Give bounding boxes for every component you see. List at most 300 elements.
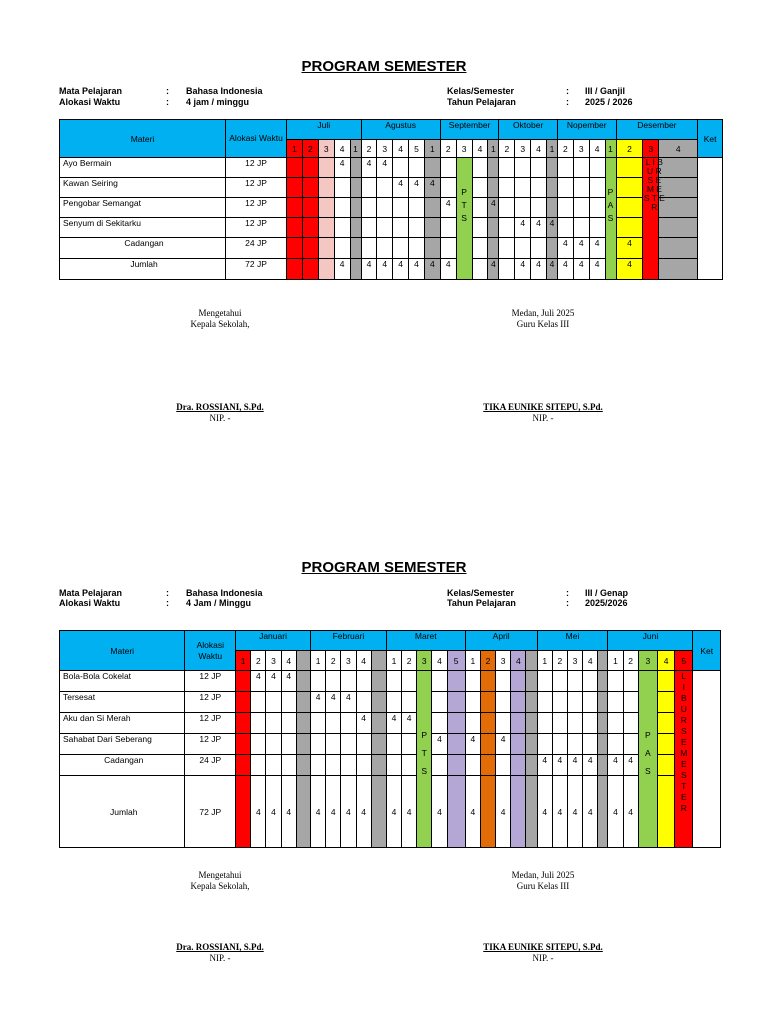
week-cell bbox=[531, 198, 547, 218]
week-cell bbox=[608, 692, 623, 713]
week-cell bbox=[377, 238, 393, 259]
header-month: Juni bbox=[608, 631, 693, 651]
week-cell bbox=[281, 713, 296, 734]
week-cell bbox=[393, 198, 409, 218]
week-cell: 4 bbox=[409, 259, 425, 280]
week-cell bbox=[465, 713, 480, 734]
week-cell bbox=[310, 734, 325, 755]
week-cell: 4 bbox=[567, 755, 582, 776]
week-cell bbox=[424, 238, 440, 259]
week-cell bbox=[511, 692, 526, 713]
week-cell bbox=[302, 259, 318, 280]
week-cell bbox=[302, 218, 318, 238]
week-cell: 4 bbox=[496, 734, 511, 755]
week-cell bbox=[496, 755, 511, 776]
row-materi: Jumlah bbox=[60, 259, 226, 280]
week-cell bbox=[236, 713, 251, 734]
week-cell bbox=[440, 238, 456, 259]
week-cell bbox=[515, 178, 531, 198]
week-cell bbox=[341, 755, 356, 776]
week-cell: 4 bbox=[341, 776, 356, 848]
week-cell: 4 bbox=[465, 734, 480, 755]
week-cell bbox=[350, 178, 361, 198]
header-materi: Materi bbox=[60, 120, 226, 158]
week-cell bbox=[583, 671, 598, 692]
week-cell: 4 bbox=[608, 776, 623, 848]
header-week: 3 bbox=[341, 651, 356, 671]
week-cell bbox=[371, 692, 386, 713]
week-cell bbox=[623, 713, 638, 734]
signature-left-line1: Mengetahui bbox=[198, 870, 242, 880]
header-week: 4 bbox=[531, 140, 547, 158]
header-alokasi: Alokasi Waktu bbox=[185, 631, 236, 671]
week-cell bbox=[480, 776, 495, 848]
week-cell bbox=[583, 713, 598, 734]
page-title: PROGRAM SEMESTER bbox=[301, 58, 467, 75]
week-cell bbox=[296, 734, 310, 755]
week-cell bbox=[488, 218, 499, 238]
week-cell bbox=[281, 755, 296, 776]
week-cell bbox=[480, 671, 495, 692]
week-cell bbox=[318, 259, 334, 280]
week-cell bbox=[659, 259, 698, 280]
week-cell bbox=[386, 734, 401, 755]
week-cell bbox=[488, 238, 499, 259]
colon: : bbox=[566, 598, 569, 608]
week-cell: 4 bbox=[409, 178, 425, 198]
header-week bbox=[296, 651, 310, 671]
week-cell bbox=[386, 671, 401, 692]
week-cell: 4 bbox=[608, 755, 623, 776]
week-cell bbox=[251, 755, 266, 776]
week-cell bbox=[583, 734, 598, 755]
header-week: 2 bbox=[480, 651, 495, 671]
week-cell bbox=[326, 671, 341, 692]
week-cell bbox=[488, 158, 499, 178]
week-cell: 4 bbox=[488, 198, 499, 218]
signature-right-name: TIKA EUNIKE SITEPU, S.Pd. bbox=[483, 402, 603, 412]
header-month: Januari bbox=[236, 631, 311, 651]
week-cell bbox=[496, 692, 511, 713]
week-cell bbox=[377, 198, 393, 218]
week-cell: 4 bbox=[432, 734, 447, 755]
header-month: Mei bbox=[537, 631, 608, 651]
week-cell: 4 bbox=[377, 259, 393, 280]
week-cell bbox=[318, 238, 334, 259]
week-cell bbox=[657, 776, 674, 848]
week-cell bbox=[326, 755, 341, 776]
header-ket: Ket bbox=[693, 631, 721, 671]
week-cell bbox=[334, 198, 350, 218]
week-cell: 4 bbox=[589, 238, 605, 259]
header-week: 3 bbox=[496, 651, 511, 671]
row-alokasi: 12 JP bbox=[185, 671, 236, 692]
signature-right-name-block bbox=[463, 942, 623, 964]
week-cell bbox=[326, 734, 341, 755]
week-cell bbox=[350, 198, 361, 218]
week-cell: 4 bbox=[465, 776, 480, 848]
week-cell bbox=[409, 158, 425, 178]
week-cell bbox=[318, 218, 334, 238]
week-cell bbox=[302, 198, 318, 218]
week-cell bbox=[465, 692, 480, 713]
week-cell bbox=[334, 238, 350, 259]
header-week bbox=[526, 651, 537, 671]
week-cell bbox=[236, 755, 251, 776]
header-week: 4 bbox=[472, 140, 488, 158]
week-cell bbox=[386, 692, 401, 713]
week-cell bbox=[310, 755, 325, 776]
header-week: 1 bbox=[537, 651, 552, 671]
week-cell bbox=[251, 692, 266, 713]
week-cell bbox=[557, 158, 573, 178]
table-row bbox=[60, 158, 723, 178]
week-cell: 4 bbox=[334, 259, 350, 280]
week-cell: 4 bbox=[496, 776, 511, 848]
header-week: 4 bbox=[281, 651, 296, 671]
week-cell bbox=[531, 178, 547, 198]
week-cell bbox=[480, 692, 495, 713]
header-week: 1 bbox=[310, 651, 325, 671]
week-cell bbox=[657, 713, 674, 734]
program-semester-table bbox=[59, 119, 723, 280]
week-cell bbox=[472, 218, 488, 238]
signature-right-nip: NIP. - bbox=[532, 953, 554, 963]
week-cell bbox=[361, 198, 377, 218]
week-cell bbox=[287, 259, 303, 280]
week-cell bbox=[302, 178, 318, 198]
week-cell bbox=[567, 671, 582, 692]
week-cell bbox=[557, 178, 573, 198]
signature-right bbox=[483, 308, 603, 330]
header-week: 4 bbox=[659, 140, 698, 158]
header-week: 1 bbox=[287, 140, 303, 158]
row-alokasi: 12 JP bbox=[185, 713, 236, 734]
week-cell bbox=[472, 198, 488, 218]
header-week: 1 bbox=[605, 140, 616, 158]
week-cell bbox=[659, 158, 698, 178]
week-cell: 4 bbox=[424, 178, 440, 198]
week-cell bbox=[608, 671, 623, 692]
week-cell bbox=[361, 238, 377, 259]
week-cell bbox=[499, 158, 515, 178]
week-cell bbox=[409, 218, 425, 238]
week-cell bbox=[440, 218, 456, 238]
signature-left-nip: NIP. - bbox=[209, 953, 231, 963]
week-cell: 4 bbox=[310, 776, 325, 848]
week-cell bbox=[557, 218, 573, 238]
header-week: 3 bbox=[318, 140, 334, 158]
header-week: 2 bbox=[251, 651, 266, 671]
colon: : bbox=[166, 86, 169, 96]
signature-right-name-block bbox=[463, 402, 623, 424]
signature-left-name: Dra. ROSSIANI, S.Pd. bbox=[176, 942, 264, 952]
week-cell bbox=[371, 734, 386, 755]
header-week: 1 bbox=[608, 651, 623, 671]
colon: : bbox=[166, 598, 169, 608]
week-cell bbox=[616, 198, 643, 218]
header-week: 1 bbox=[350, 140, 361, 158]
week-cell bbox=[440, 158, 456, 178]
week-cell bbox=[440, 178, 456, 198]
week-cell bbox=[281, 692, 296, 713]
week-cell bbox=[589, 198, 605, 218]
week-cell bbox=[657, 755, 674, 776]
week-cell bbox=[356, 755, 371, 776]
week-cell bbox=[515, 238, 531, 259]
week-cell bbox=[567, 734, 582, 755]
table-row bbox=[60, 755, 721, 776]
week-cell bbox=[465, 671, 480, 692]
signature-left-name: Dra. ROSSIANI, S.Pd. bbox=[176, 402, 264, 412]
week-cell bbox=[573, 178, 589, 198]
row-alokasi: 12 JP bbox=[226, 178, 287, 198]
week-cell bbox=[488, 178, 499, 198]
table-row bbox=[60, 692, 721, 713]
week-cell: 4 bbox=[334, 158, 350, 178]
week-cell bbox=[499, 178, 515, 198]
header-week: 3 bbox=[417, 651, 432, 671]
header-month: Oktober bbox=[499, 120, 558, 140]
header-week: 2 bbox=[552, 651, 567, 671]
header-week: 1 bbox=[236, 651, 251, 671]
signature-left bbox=[160, 870, 280, 892]
row-materi: Cadangan bbox=[60, 238, 226, 259]
header-month: Agustus bbox=[361, 120, 440, 140]
week-cell: 4 bbox=[361, 158, 377, 178]
header-alokasi: Alokasi Waktu bbox=[226, 120, 287, 158]
week-cell bbox=[598, 734, 608, 755]
mapel-label: Mata Pelajaran bbox=[59, 86, 123, 96]
week-cell bbox=[266, 755, 281, 776]
week-cell bbox=[302, 158, 318, 178]
header-week: 5 bbox=[447, 651, 465, 671]
header-ket: Ket bbox=[698, 120, 723, 158]
week-cell bbox=[496, 713, 511, 734]
tahun-label: Tahun Pelajaran bbox=[447, 97, 516, 107]
colon: : bbox=[566, 86, 569, 96]
header-month: September bbox=[440, 120, 499, 140]
week-cell: 4 bbox=[386, 713, 401, 734]
pts-cell-text: P T S bbox=[461, 187, 467, 223]
week-cell: 4 bbox=[393, 259, 409, 280]
week-cell bbox=[616, 158, 643, 178]
tahun-value: 2025/2026 bbox=[585, 598, 628, 608]
week-cell bbox=[402, 671, 417, 692]
alokasi-value: 4 Jam / Minggu bbox=[186, 598, 252, 608]
week-cell: 4 bbox=[515, 259, 531, 280]
week-cell bbox=[598, 776, 608, 848]
page-title: PROGRAM SEMESTER bbox=[301, 559, 467, 576]
week-cell bbox=[531, 238, 547, 259]
signature-left-line1: Mengetahui bbox=[198, 308, 242, 318]
week-cell: 4 bbox=[583, 776, 598, 848]
header-week: 1 bbox=[465, 651, 480, 671]
header-month: April bbox=[465, 631, 537, 651]
week-cell bbox=[598, 755, 608, 776]
week-cell bbox=[341, 671, 356, 692]
header-month: Maret bbox=[386, 631, 465, 651]
week-cell bbox=[515, 198, 531, 218]
week-cell bbox=[236, 776, 251, 848]
week-cell bbox=[526, 755, 537, 776]
colon: : bbox=[166, 97, 169, 107]
week-cell: 4 bbox=[326, 692, 341, 713]
libur-semester-cell bbox=[643, 157, 665, 280]
week-cell bbox=[432, 755, 447, 776]
week-cell: 4 bbox=[546, 259, 557, 280]
week-cell bbox=[573, 218, 589, 238]
row-materi: Senyum di Sekitarku bbox=[60, 218, 226, 238]
week-cell bbox=[432, 713, 447, 734]
libur-semester-cell bbox=[675, 671, 693, 848]
week-cell bbox=[623, 671, 638, 692]
header-week: 1 bbox=[424, 140, 440, 158]
tahun-label: Tahun Pelajaran bbox=[447, 598, 516, 608]
week-cell: 4 bbox=[386, 776, 401, 848]
week-cell bbox=[236, 734, 251, 755]
mapel-value: Bahasa Indonesia bbox=[186, 86, 263, 96]
week-cell bbox=[480, 713, 495, 734]
kelas-value: III / Genap bbox=[585, 588, 629, 598]
week-cell bbox=[552, 692, 567, 713]
week-cell bbox=[424, 158, 440, 178]
row-alokasi: 12 JP bbox=[226, 218, 287, 238]
header-week: 2 bbox=[326, 651, 341, 671]
week-cell bbox=[608, 713, 623, 734]
week-cell bbox=[310, 671, 325, 692]
week-cell bbox=[537, 734, 552, 755]
libur-semester-cell-text: L I B U R S E M E S T E R bbox=[680, 671, 688, 813]
week-cell: 4 bbox=[281, 671, 296, 692]
week-cell bbox=[296, 776, 310, 848]
week-cell bbox=[251, 713, 266, 734]
header-week: 5 bbox=[675, 651, 693, 671]
week-cell bbox=[326, 713, 341, 734]
week-cell bbox=[546, 198, 557, 218]
ket-cell bbox=[693, 671, 721, 848]
pas-cell-text: P A S bbox=[607, 187, 614, 223]
pts-cell bbox=[456, 158, 472, 280]
week-cell bbox=[236, 692, 251, 713]
week-cell: 4 bbox=[557, 259, 573, 280]
week-cell bbox=[432, 692, 447, 713]
table-row bbox=[60, 259, 723, 280]
header-week: 3 bbox=[266, 651, 281, 671]
week-cell bbox=[589, 218, 605, 238]
week-cell bbox=[583, 692, 598, 713]
week-cell bbox=[657, 671, 674, 692]
week-cell bbox=[361, 218, 377, 238]
week-cell bbox=[266, 713, 281, 734]
week-cell bbox=[447, 734, 465, 755]
header-week: 3 bbox=[643, 140, 659, 158]
week-cell: 4 bbox=[589, 259, 605, 280]
week-cell bbox=[499, 198, 515, 218]
signature-left-line2: Kepala Sekolah, bbox=[190, 881, 250, 891]
week-cell bbox=[432, 671, 447, 692]
week-cell bbox=[266, 734, 281, 755]
week-cell bbox=[447, 776, 465, 848]
week-cell bbox=[287, 198, 303, 218]
kelas-label: Kelas/Semester bbox=[447, 588, 515, 598]
week-cell bbox=[402, 734, 417, 755]
week-cell bbox=[567, 713, 582, 734]
week-cell: 4 bbox=[440, 198, 456, 218]
week-cell bbox=[318, 198, 334, 218]
week-cell bbox=[472, 259, 488, 280]
week-cell bbox=[537, 671, 552, 692]
pts-cell-text: P T S bbox=[421, 730, 428, 776]
week-cell: 4 bbox=[552, 755, 567, 776]
colon: : bbox=[566, 97, 569, 107]
table-row bbox=[60, 671, 721, 692]
week-cell bbox=[251, 734, 266, 755]
header-month: Februari bbox=[310, 631, 386, 651]
week-cell bbox=[318, 178, 334, 198]
week-cell bbox=[515, 158, 531, 178]
week-cell bbox=[447, 755, 465, 776]
week-cell bbox=[472, 238, 488, 259]
header-month: Desember bbox=[616, 120, 698, 140]
row-materi: Bola-Bola Cokelat bbox=[60, 671, 185, 692]
week-cell bbox=[356, 671, 371, 692]
colon: : bbox=[566, 588, 569, 598]
week-cell bbox=[371, 671, 386, 692]
table-row bbox=[60, 198, 723, 218]
header-week: 2 bbox=[302, 140, 318, 158]
row-materi: Pengobar Semangat bbox=[60, 198, 226, 218]
week-cell bbox=[552, 671, 567, 692]
week-cell bbox=[472, 178, 488, 198]
row-alokasi: 24 JP bbox=[185, 755, 236, 776]
week-cell: 4 bbox=[341, 692, 356, 713]
colon: : bbox=[166, 588, 169, 598]
week-cell bbox=[526, 734, 537, 755]
week-cell bbox=[424, 218, 440, 238]
week-cell bbox=[341, 734, 356, 755]
row-alokasi: 12 JP bbox=[185, 734, 236, 755]
week-cell bbox=[287, 158, 303, 178]
week-cell bbox=[465, 755, 480, 776]
week-cell bbox=[608, 734, 623, 755]
week-cell: 4 bbox=[531, 259, 547, 280]
row-materi: Kawan Seiring bbox=[60, 178, 226, 198]
header-row-months bbox=[60, 120, 723, 140]
week-cell bbox=[356, 734, 371, 755]
alokasi-label: Alokasi Waktu bbox=[59, 598, 121, 608]
week-cell bbox=[496, 671, 511, 692]
week-cell bbox=[318, 158, 334, 178]
week-cell bbox=[480, 755, 495, 776]
row-materi: Sahabat Dari Seberang bbox=[60, 734, 185, 755]
week-cell: 4 bbox=[432, 776, 447, 848]
header-week: 1 bbox=[546, 140, 557, 158]
week-cell: 4 bbox=[515, 218, 531, 238]
week-cell: 4 bbox=[356, 713, 371, 734]
header-week: 4 bbox=[657, 651, 674, 671]
week-cell bbox=[552, 734, 567, 755]
week-cell bbox=[296, 755, 310, 776]
week-cell: 4 bbox=[440, 259, 456, 280]
pas-cell-text: P A S bbox=[645, 730, 651, 776]
week-cell bbox=[526, 692, 537, 713]
week-cell bbox=[302, 238, 318, 259]
week-cell bbox=[546, 158, 557, 178]
table-row bbox=[60, 713, 721, 734]
week-cell bbox=[546, 238, 557, 259]
header-week: 4 bbox=[583, 651, 598, 671]
